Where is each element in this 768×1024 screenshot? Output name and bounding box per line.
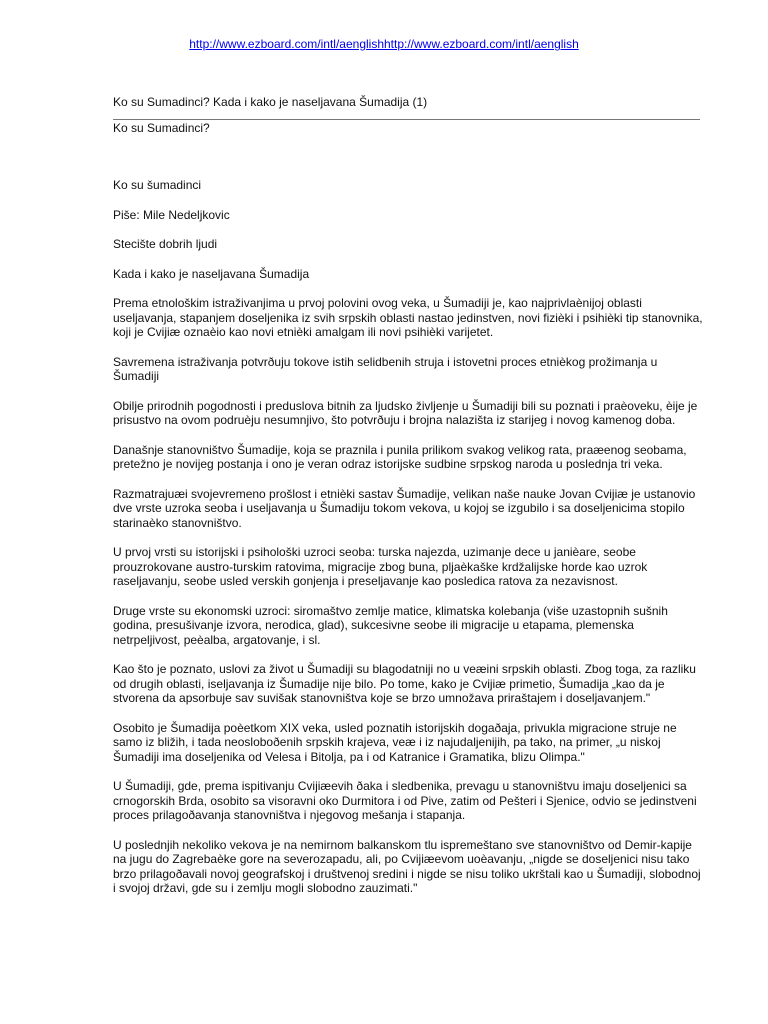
article-author: Piše: Mile Nedeljkovic <box>113 207 230 222</box>
paragraph: U Šumadiji, gde, prema ispitivanju Cvijiæevih ðaka i sledbenika, prevagu u stanovništvu imaju doseljenici sa crnogorskih Brda, osobito sa visoravni oko Durmitora i od Pive, zatim od Pešteri i Sjenice, odvio se jedinstveni proces prilagoðavanja stanovništva i njegovog mešanja i stapanja. <box>113 779 697 822</box>
article-subtitle: Ko su Sumadinci? <box>113 120 210 135</box>
article-title: Ko su Sumadinci? Kada i kako je naseljavana Šumadija (1) <box>113 95 700 120</box>
paragraph: Prema etnološkim istraživanjima u prvoj polovini ovog veka, u Šumadiji je, kao najprivlaènijoj oblasti useljavanja, stapanjem doseljenika iz svih srpskih oblasti nastao jedinstven, novi fizièki i psihièki tip stanovnika, koji je Cvijiæ oznaèio kao novi etnièki amalgam ili novi psihièki varijetet. <box>113 296 703 339</box>
spacer <box>113 135 703 178</box>
article-heading: Ko su šumadinci <box>113 178 202 192</box>
paragraph: Razmatrajuæi svojevremeno prošlost i etnièki sastav Šumadije, velikan naše nauke Jovan Cvijiæ je ustanovio dve vrste uzroka seoba i useljavanja u Šumadiju tokom vekova, u kojoj se izgubilo i sa doseljenicima stopilo starinaèko stanovništvo. <box>113 486 696 530</box>
paragraph: Današnje stanovništvo Šumadije, koja se praznila i punila prilikom svakog velikog rata, praæenog seobama, pretežno je novijeg postanja i ono je veran odraz istorijske sudbine srpskog naroda u poslednja tri veka. <box>113 442 687 471</box>
paragraph: Obilje prirodnih pogodnosti i preduslova bitnih za ljudsko življenje u Šumadiji bili su poznati i praèoveku, èije je prisustvo na ovom podruèju nesumnjivo, što potvrðuju i brojna nalazišta iz starijeg i novog kamenog doba. <box>113 398 698 427</box>
paragraph: U poslednjih nekoliko vekova je na nemirnom balkanskom tlu ispremeštano sve stanovništvo od Demir-kapije na jugu do Zagrebaèke gore na severozapadu, ali, po Cvijiæevom uoèavanju, „nigde se doseljenici nisu tako brzo prilagoðavali novoj geografskoj i društvenoj sredini i nigde se nisu toliko ukrštali kao u Šumadiji, slobodnoj i svojoj državi, gde su i zemlju mogli slobodno zauzimati." <box>113 837 701 895</box>
ezboard-link[interactable]: http://www.ezboard.com/intl/aenglishhttp://www.ezboard.com/intl/aenglish <box>189 37 579 51</box>
paragraph: Savremena istraživanja potvrðuju tokove istih selidbenih struja i istovetni proces etnièkog prožimanja u Šumadiji <box>113 354 658 383</box>
article-body <box>113 95 703 911</box>
article-section-title: Kada i kako je naseljavana Šumadija <box>113 266 310 281</box>
article-section: Stecište dobrih ljudi <box>113 237 218 251</box>
paragraph: Druge vrste su ekonomski uzroci: siromaštvo zemlje matice, klimatska kolebanja (više uzastopnih sušnih godina, presušivanje izvora, nerodica, glad), sukcesivne seobe ili migracije u etapama, plemenska netrpeljivost, peèalba, argatovanje, i sl. <box>113 603 668 647</box>
paragraph: U prvoj vrsti su istorijski i psihološki uzroci seoba: turska najezda, uzimanje dece u janièare, seobe prouzrokovane austro-turskim ratovima, migracije zbog buna, pljaèkaške krdžalijske horde kao uzrok raseljavanju, seobe usled verskih gonjenja i preseljavanje kao posledica ratova za nezavisnost. <box>113 545 648 588</box>
paragraph: Osobito je Šumadija poèetkom XIX veka, usled poznatih istorijskih dogaðaja, privukla migracione struje ne samo iz bližih, i tada neosloboðenih srpskih krajeva, veæ i iz najudaljenijih, pa tako, na primer, „u niskoj Šumadiji ima doseljenika od Velesa i Bitolja, pa i od Katranice i Gramatika, blizu Olimpa." <box>113 720 677 764</box>
paragraph: Kao što je poznato, uslovi za život u Šumadiji su blagodatniji no u veæini srpskih oblasti. Zbog toga, za razliku od drugih oblasti, iseljavanja iz Šumadije nije bilo. Po tome, kako je Cvijiæ primetio, Šumadija „kao da je stvorena da apsorbuje sav suvišak stanovništva koje se brzo umnožava priraštajem i doseljavanjem." <box>113 662 696 705</box>
